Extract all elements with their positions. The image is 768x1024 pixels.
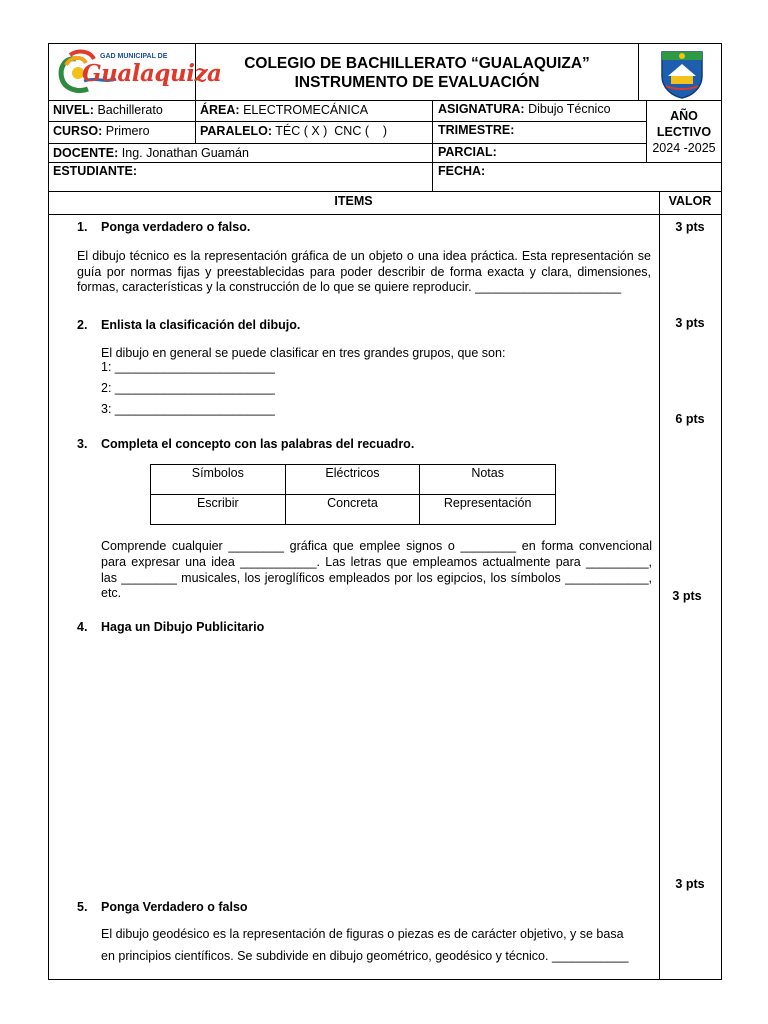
question-1-points: 3 pts	[675, 220, 705, 234]
question-2-answer-line-2[interactable]: 2: _______________________	[101, 381, 275, 395]
items-column-header: ITEMS	[334, 194, 373, 208]
table-border-top	[48, 43, 722, 44]
info-col-line-2	[432, 100, 433, 191]
question-4-title: 4. Haga un Dibujo Publicitario	[77, 620, 265, 634]
table-border-right	[721, 43, 722, 980]
drawing-area[interactable]	[77, 640, 647, 870]
area-field: ÁREA: ELECTROMECÁNICA	[200, 103, 369, 117]
word-bank-row	[151, 495, 556, 525]
info-col-line-1	[195, 100, 196, 143]
question-4-points: 3 pts	[672, 589, 702, 603]
nivel-value: Bachillerato	[97, 103, 163, 117]
docente-field: DOCENTE: Ing. Jonathan Guamán	[53, 146, 249, 160]
word-bank-cell: Símbolos	[151, 465, 286, 495]
word-bank-cell: Eléctricos	[285, 465, 420, 495]
nivel-field: NIVEL: Bachillerato	[53, 103, 163, 117]
ano-value: 2024 -2025	[652, 141, 716, 155]
table-border-bottom	[48, 979, 722, 980]
logo-caption: GAD MUNICIPAL DE	[100, 53, 168, 60]
paralelo-field: PARALELO: TÉC ( X ) CNC ( )	[200, 124, 388, 138]
paralelo-value: TÉC ( X ) CNC ( )	[275, 124, 388, 138]
curso-value: Primero	[105, 124, 150, 138]
ano-label-1: AÑO	[670, 109, 698, 123]
question-1-title: 1. Ponga verdadero o falso.	[77, 220, 251, 234]
question-5-points: 3 pts	[675, 877, 705, 891]
curso-field: CURSO: Primero	[53, 124, 150, 138]
info-row-line-1	[48, 121, 646, 122]
word-bank-table	[150, 464, 556, 525]
header-divider-right	[638, 43, 639, 100]
header-bottom-line	[48, 100, 722, 101]
table-border-left	[48, 43, 49, 980]
info-row-line-4	[48, 191, 722, 192]
items-header-line	[48, 214, 722, 215]
word-bank-cell: Representación	[420, 495, 556, 525]
question-2-answer-line-1[interactable]: 1: _______________________	[101, 360, 275, 374]
docente-value: Ing. Jonathan Guamán	[121, 146, 249, 160]
ano-label-2: LECTIVO	[656, 125, 712, 139]
question-5-text-line-1: El dibujo geodésico es la representación de figuras o piezas es de carácter objetivo, y se basa	[101, 927, 624, 941]
fecha-label: FECHA:	[438, 164, 486, 178]
parcial-label: PARCIAL:	[438, 145, 497, 159]
question-3-title: 3. Completa el concepto con las palabras del recuadro.	[77, 437, 415, 451]
gualaquiza-logo	[56, 47, 222, 97]
word-bank-cell: Notas	[420, 465, 556, 495]
question-3-points: 6 pts	[675, 412, 705, 426]
question-2-answer-line-3[interactable]: 3: _______________________	[101, 402, 275, 416]
school-title: COLEGIO DE BACHILLERATO “GUALAQUIZA”	[244, 55, 590, 72]
question-5-text-line-2[interactable]: en principios científicos. Se subdivide en dibujo geométrico, geodésico y técnico. ___________	[101, 949, 629, 963]
trimestre-label: TRIMESTRE:	[438, 123, 515, 137]
question-3-text[interactable]: Comprende cualquier ________ gráfica que emplee signos o ________ en forma convencional para expresar una idea ___________. Las letras que empleamos actualmente para _________, las ________ musicales, los jeroglíficos empleados por los egipcios, los símbolos ____________, etc.	[101, 539, 652, 601]
area-value: ELECTROMECÁNICA	[243, 103, 369, 117]
question-5-title: 5. Ponga Verdadero o falso	[77, 900, 248, 914]
info-row-line-2	[48, 143, 646, 144]
question-2-intro: El dibujo en general se puede clasificar en tres grandes grupos, que son:	[101, 346, 506, 360]
info-row-line-3	[48, 162, 722, 163]
question-1-answer-blank[interactable]: _____________________	[475, 280, 622, 295]
word-bank-cell: Escribir	[151, 495, 286, 525]
estudiante-label: ESTUDIANTE:	[53, 164, 138, 178]
asignatura-value: Dibujo Técnico	[528, 102, 611, 116]
word-bank-row	[151, 465, 556, 495]
school-crest-icon	[656, 46, 708, 100]
logo-name: Gualaquiza	[82, 60, 222, 87]
question-2-title: 2. Enlista la clasificación del dibujo.	[77, 318, 301, 332]
document-title: INSTRUMENTO DE EVALUACIÓN	[294, 74, 540, 91]
word-bank-cell: Concreta	[285, 495, 420, 525]
question-1-text: El dibujo técnico es la representación gráfica de un objeto o una idea práctica. Esta representación se guía por normas fijas y preestablecidas para poder describir de forma exacta y clara, dimensiones, formas, características y la construcción de lo que se quiere reproducir. _____________________	[77, 249, 651, 295]
asignatura-field: ASIGNATURA: Dibujo Técnico	[438, 102, 611, 116]
valor-column-header: VALOR	[668, 194, 712, 208]
valor-col-line	[659, 191, 660, 979]
question-2-points: 3 pts	[675, 316, 705, 330]
